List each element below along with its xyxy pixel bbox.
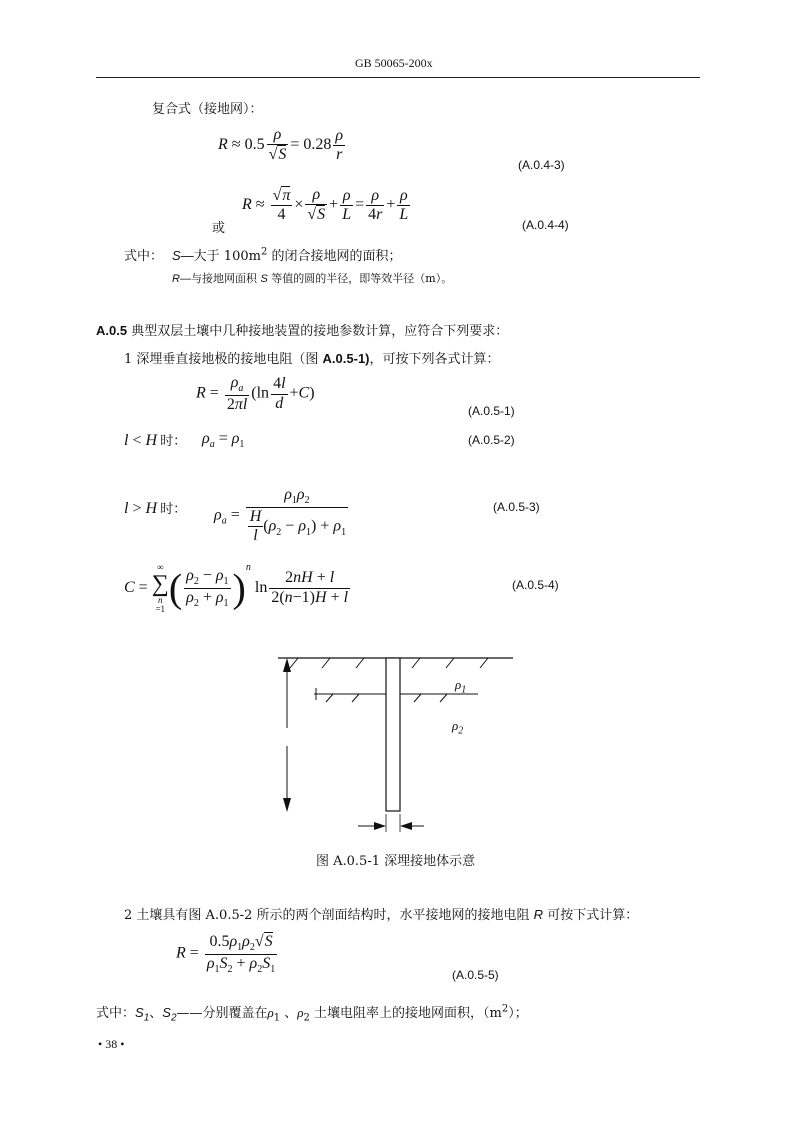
equation-number-a051: (A.0.5-1) (468, 404, 515, 418)
item-2-text: 2 土壤具有图 A.0.5-2 所示的两个剖面结构时，水平接地网的接地电阻 R 可按下式计算： (124, 907, 639, 923)
condition-a053: l > H 时： (124, 500, 187, 517)
equation-a044: R ≈ $\frac{√\pi}{4}$ × $\frac{\rho}{√S}$ + $\frac{\rho}{L}$ = $\frac{\rho}{4r}$ + $\frac{\rho}{L}$ (242, 186, 409, 224)
equation-a055: R = $\frac{0.5\rho_1\rho_2√S}{\rho_1S_2 + \rho_2S_1}$ (176, 933, 276, 975)
rho1-label: $\rho_1$ (455, 677, 467, 696)
composite-label: 复合式（接地网）： (152, 102, 263, 117)
equation-a052: $\rho_a = \rho_1$ (202, 430, 245, 451)
rho2-label: $\rho_2$ (452, 718, 464, 737)
equation-a053: $\rho_a$ = $\rho_1\rho_2$ $\frac{H}{l}$ $(\rho_2 - \rho_1) + \rho_1$ (214, 486, 347, 545)
figure-caption: 图 A.0.5-1 深埋接地体示意 (316, 854, 476, 869)
equation-number-a053: (A.0.5-3) (493, 500, 540, 514)
item-1-text: 1 深埋垂直接地极的接地电阻（图 A.0.5-1)，可按下列各式计算： (124, 351, 500, 367)
document-code: GB 50065-200x (355, 56, 433, 70)
s-definition: S—大于 $100m^2$ 的闭合接地网的面积； (172, 246, 402, 264)
equation-a051: R = $\frac{\rho_a}{2\pi l}$ (ln $\frac{4l}{d}$ +C) (196, 374, 315, 413)
section-heading: A.0.5 典型双层土壤中几种接地装置的接地参数计算，应符合下列要求： (96, 323, 509, 339)
condition-a052: l < H 时： (124, 432, 187, 449)
equation-number-a043: (A.0.4-3) (518, 158, 565, 172)
equation-number-a044: (A.0.4-4) (522, 218, 569, 232)
equation-a043: R ≈ 0.5 $\frac{\rho}{√S}$ = 0.28 $\frac{\rho}{r}$ (218, 126, 344, 164)
equation-number-a052: (A.0.5-2) (468, 433, 515, 447)
electrode-rod (386, 658, 400, 811)
equation-number-a055: (A.0.5-5) (452, 968, 499, 982)
or-label: 或 (212, 221, 226, 236)
item-2-definition: 式中：$S_1$、$S_2——$分别覆盖在$\rho_1$ 、$\rho_2$ 土壤电阻率上的接地网面积，$(m^2)$； (96, 1003, 528, 1024)
page-number: • 38 • (98, 1037, 125, 1051)
equation-number-a054: (A.0.5-4) (512, 578, 559, 592)
equation-a054: C = ∞ ∑ n =1 ( $\frac{\rho_2 - \rho_1}{\rho_2 + \rho_1}$ )$^n$ ln $\frac{2nH + l}{2(n-1)H + l}$ (124, 561, 349, 614)
where-label: 式中： (124, 249, 164, 264)
r-definition: R—与接地网面积 S 等值的圆的半径，即等效半径（m）。 (172, 272, 453, 285)
